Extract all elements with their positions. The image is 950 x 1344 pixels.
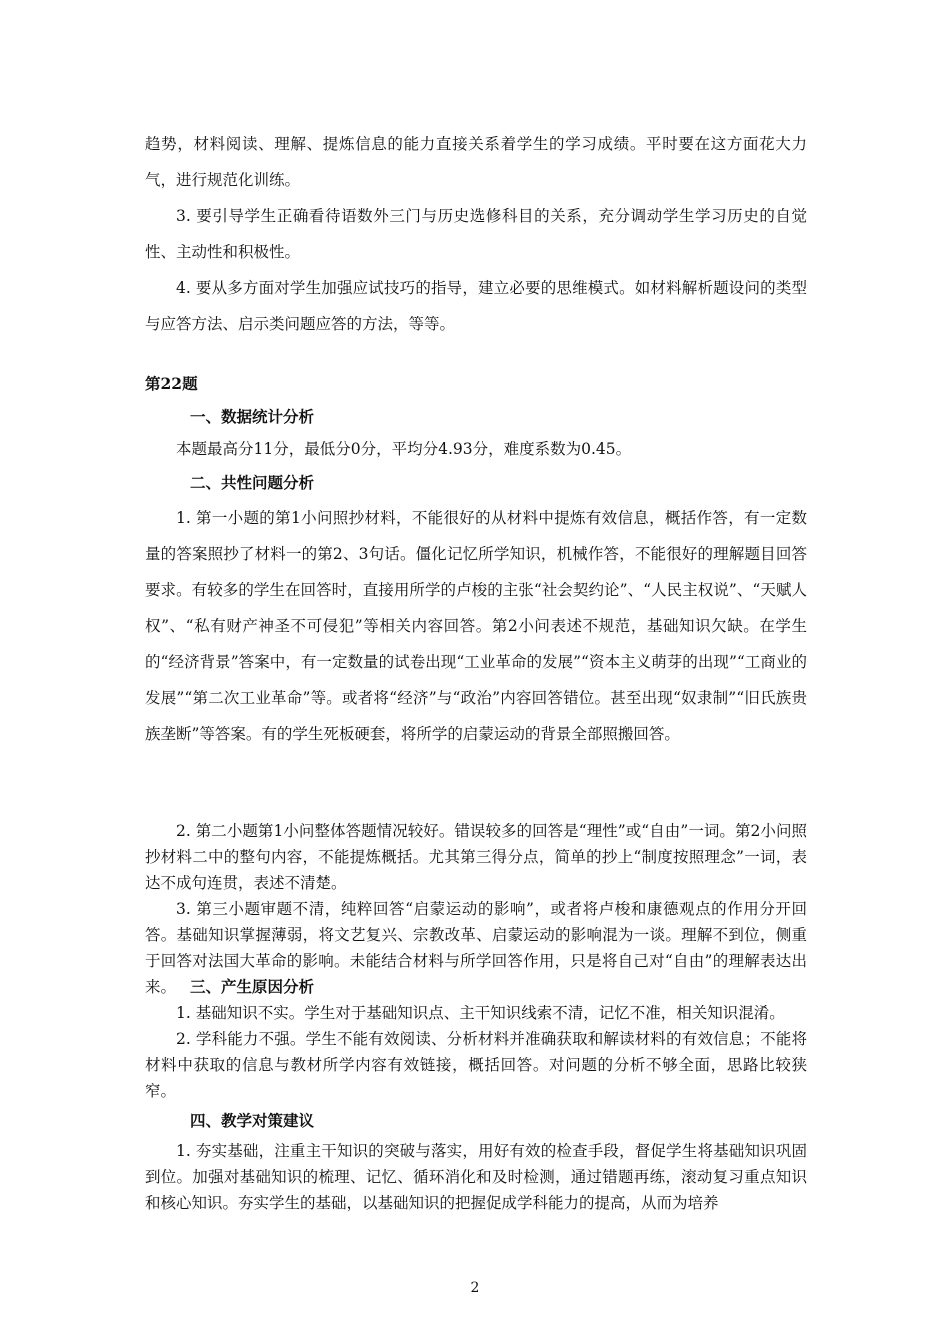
section-heading-causes: 三、产生原因分析 (190, 977, 315, 996)
statistics-text: 本题最高分11分，最低分0分，平均分4.93分，难度系数为0.45。 (176, 440, 632, 458)
common-problem-1: 1. 第一小题的第1小问照抄材料，不能很好的从材料中提炼有效信息，概括作答，有一定数量的答案照抄了材料一的第2、3句话。僵化记忆所学知识，机械作答，不能很好的理解题目回答要求。有较多的学生在回答时，直接用所学的卢梭的主张“社会契约论”、“人民主权说”、“天赋人权”、“私有财产神圣不可侵犯”等相关内容回答。第2小问表述不规范，基础知识欠缺。在学生的“经济背景”答案中，有一定数量的试卷出现“工业革命的发展”“资本主义萌芽的出现”“工商业的发展”“第二次工业革命”等。或者将“经济”与“政治”内容回答错位。甚至出现“奴隶制”“旧氏族贵族垄断”等答案。有的学生死板硬套，将所学的启蒙运动的背景全部照搬回答。 (145, 509, 807, 743)
suggestion-1: 1. 夯实基础，注重主干知识的突破与落实，用好有效的检查手段，督促学生将基础知识巩固到位。加强对基础知识的梳理、记忆、循环消化和及时检测，通过错题再练，滚动复习重点知识和核心知识。夯实学生的基础，以基础知识的把握促成学科能力的提高，从而为培养 (145, 1142, 807, 1212)
common-problem-2: 2. 第二小题第1小问整体答题情况较好。错误较多的回答是“理性”或“自由”一词。第2小问照抄材料二中的整句内容，不能提炼概括。尤其第三得分点，简单的抄上“制度按照理念”一词，表达不成句连贯，表述不清楚。 (145, 822, 807, 892)
common-problem-3: 3. 第三小题审题不清，纯粹回答“启蒙运动的影响”，或者将卢梭和康德观点的作用分开回答。基础知识掌握薄弱，将文艺复兴、宗教改革、启蒙运动的影响混为一谈。理解不到位，侧重于回答对法国大革命的影响。未能结合材料与所学回答作用，只是将自己对“自由”的理解表达出来。 (145, 900, 807, 996)
section-heading-statistics: 一、数据统计分析 (190, 407, 315, 426)
question-title: 第22题 (145, 374, 198, 393)
cause-1: 1. 基础知识不实。学生对于基础知识点、主干知识线索不清，记忆不准，相关知识混淆。 (176, 1004, 785, 1022)
paragraph-intro: 趋势，材料阅读、理解、提炼信息的能力直接关系着学生的学习成绩。平时要在这方面花大力气，进行规范化训练。 (145, 135, 807, 189)
paragraph-item-3: 3. 要引导学生正确看待语数外三门与历史选修科目的关系，充分调动学生学习历史的自觉性、主动性和积极性。 (145, 207, 807, 261)
section-heading-common-problems: 二、共性问题分析 (190, 473, 315, 492)
cause-2: 2. 学科能力不强。学生不能有效阅读、分析材料并准确获取和解读材料的有效信息；不能将材料中获取的信息与教材所学内容有效链接，概括回答。对问题的分析不够全面，思路比较狭窄。 (145, 1030, 807, 1100)
paragraph-item-4: 4. 要从多方面对学生加强应试技巧的指导，建立必要的思维模式。如材料解析题设问的类型与应答方法、启示类问题应答的方法，等等。 (145, 279, 807, 333)
page-number: 2 (470, 1280, 480, 1296)
section-heading-suggestions: 四、教学对策建议 (190, 1111, 315, 1130)
